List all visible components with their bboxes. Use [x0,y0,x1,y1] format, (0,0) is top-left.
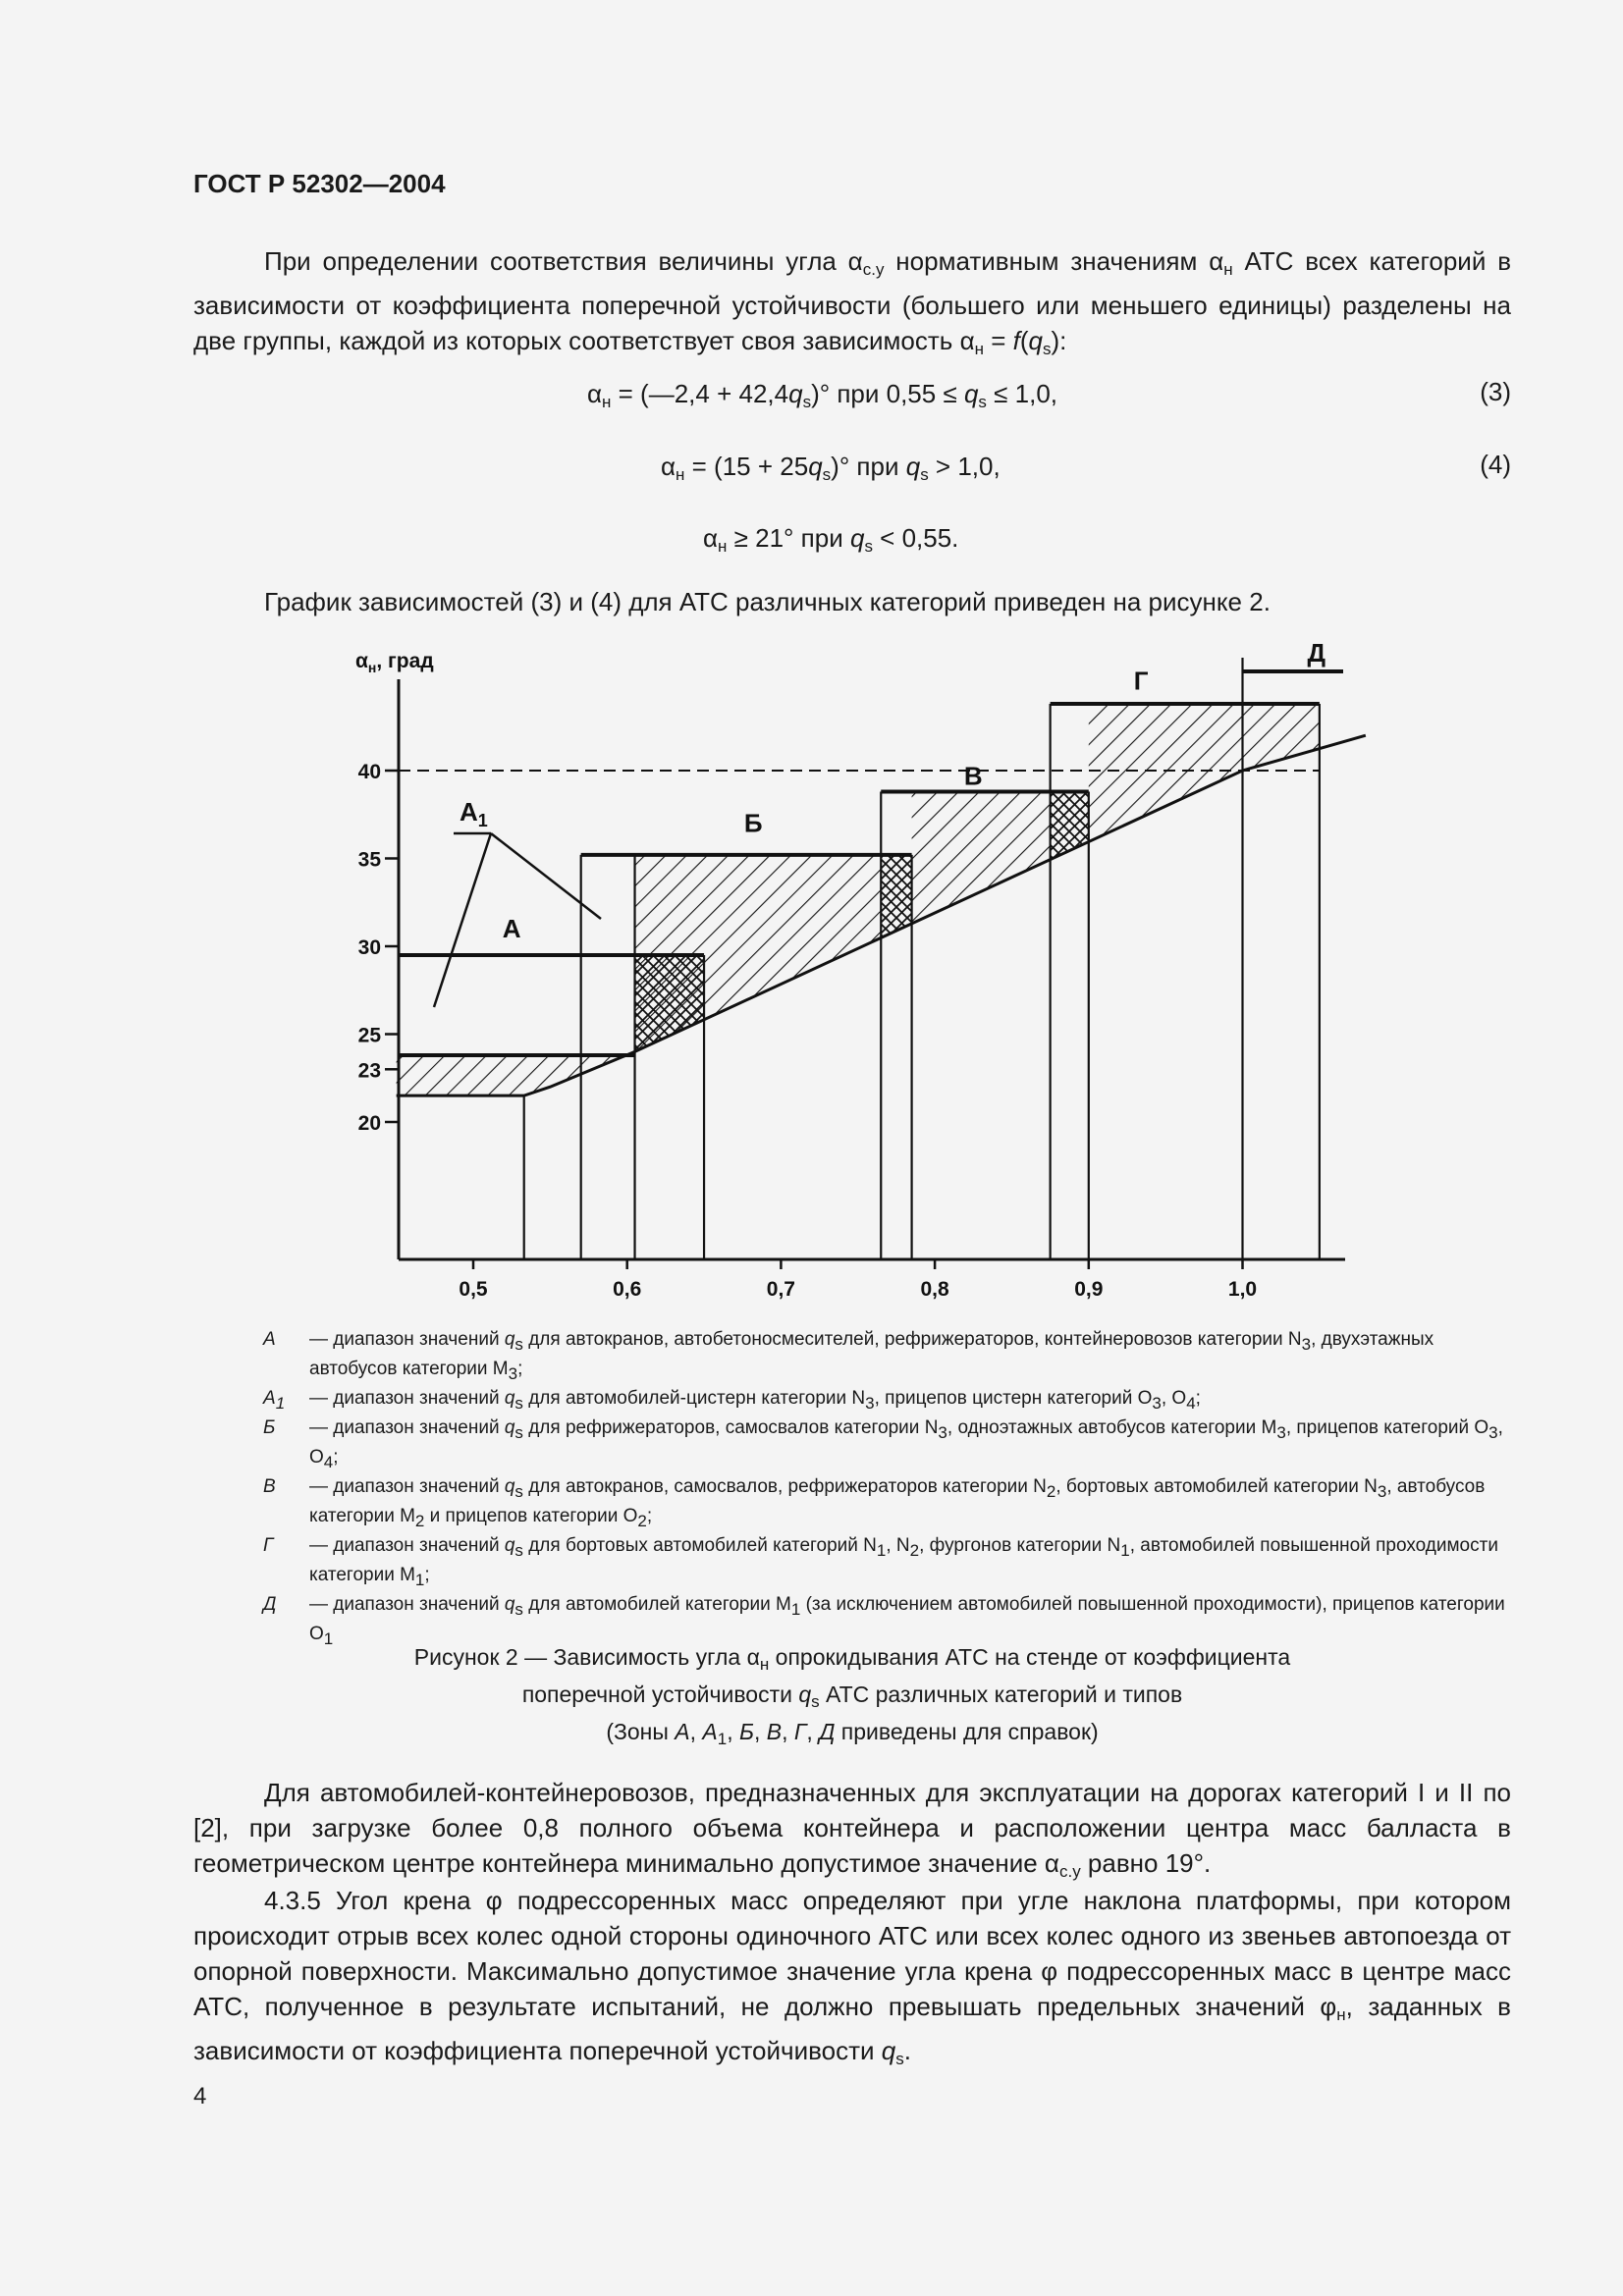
zone-label-a1: $А_1$ [460,797,488,830]
section-4-3-5-paragraph: 4.3.5 Угол крена φ подрессоренных масс определяют при угле наклона платформы, при котором происходит отрыв всех колес одной стороны одиночного АТС или всех колес одного из звеньев автопоезда от опорной поверхности. Максимально допустимое значение угла крена φ подрессоренных масс в центре масс АТС, полученное в результате испытаний, не должно превышать предельных значений $\varphi_н$, заданных в зависимости от коэффициента поперечной устойчивости $q_s$. [193,1886,1511,2068]
zone-v-area [912,791,1051,923]
x-tick-label: 0,5 [459,1278,488,1301]
legend-text: — диапазон значений $q_s$ для автокранов, самосвалов, рефрижераторов категории $N_2$, бортовых автомобилей категории $N_3$, автобусов категории $M_2$ и прицепов категории $O_2$; [309,1476,1486,1530]
y-tick-label: 40 [357,761,381,783]
caption-line-2: поперечной устойчивости $q_s$ АТС различных категорий и типов [521,1682,1183,1711]
legend-text: — диапазон значений $q_s$ для автокранов, автобетоносмесителей, рефрижераторов, контейнеровозов категории $N_3$, двухэтажных автобусов категории $M_3$; [309,1329,1434,1383]
figure-legend [263,1327,1512,1651]
x-tick-label: 0,8 [920,1278,949,1301]
legend-text: — диапазон значений $q_s$ для автомобилей-цистерн категории $N_3$, прицепов цистерн категорий $O_3$, $O_4$; [309,1388,1201,1413]
formula-3: $\alpha_н$ = (—2,4 + $42,4q_s)^\circ$ при $0,55 \le q_s \le 1,0$, [587,379,1058,411]
formula-4: $\alpha_н = (15 + 25q_s)^\circ$ при $q_s > 1,0$, [661,452,1001,484]
zone-label-g: Г [1133,666,1149,696]
legend-key: А [263,1329,276,1350]
zone-a1-leader-arrow [434,833,491,1007]
x-tick-label: 1,0 [1227,1278,1258,1301]
x-tick-label: 0,7 [766,1278,796,1301]
legend-item [263,1327,1512,1386]
y-tick-label: 30 [357,936,381,959]
page-number: 4 [193,2083,207,2109]
standard-header: ГОСТ Р 52302—2004 [193,169,446,198]
caption-line-3: (Зоны А, $А_1$, Б, В, Г, Д приведены для справок) [606,1719,1099,1748]
zone-label-d: Д [1307,638,1325,667]
legend-text: — диапазон значений $q_s$ для автомобилей категории $M_1$ (за исключением автомобилей повышенной проходимости), прицепов категории $O_1$ [309,1594,1505,1648]
plot-intro-text: График зависимостей (3) и (4) для АТС различных категорий приведен на рисунке 2. [264,587,1271,616]
legend-key: $А_1$ [263,1388,286,1413]
zone-a1-area [397,1051,635,1095]
legend-key: В [263,1476,276,1497]
zone-label-a: А [502,914,521,944]
legend-key: Б [263,1417,276,1438]
x-tick-label: 0,6 [613,1278,642,1301]
y-axis-label: $\alpha_н$, град [355,650,434,675]
formula-3-number: (3) [1480,377,1511,406]
legend-text: — диапазон значений $q_s$ для бортовых автомобилей категорий $N_1$, $N_2$, фургонов категории $N_1$, автомобилей повышенной проходимости категории $M_1$; [309,1535,1498,1589]
legend-item [263,1474,1512,1533]
containers-paragraph: Для автомобилей-контейнеровозов, предназначенных для эксплуатации на дорогах категорий I и II по [2], при загрузке более 0,8 полного объема контейнера и расположении центра масс балласта в геометрическом центре контейнера минимально допустимое значение $\alpha_{с.у}$ равно 19°. [193,1778,1511,1881]
legend-item [263,1533,1512,1592]
zone-a1-leader-arrow [491,833,601,919]
legend-key: Г [263,1535,274,1556]
legend-item [263,1415,1512,1474]
legend-item [263,1386,1512,1415]
zone-label-b: Б [743,808,763,838]
y-tick-label: 35 [357,848,381,872]
formula-5: $\alpha_н \ge 21^\circ$ при $q_s < 0,55$. [703,523,959,556]
y-tick-label: 20 [357,1112,381,1135]
legend-key: Д [263,1594,277,1615]
figure-caption [193,1642,1511,1754]
intro-paragraph: При определении соответствия величины угла $\alpha_{с.у}$ нормативным значениям $\alpha_н$ АТС всех категорий в зависимости от коэффициента поперечной устойчивости (большего или меньшего единицы) разделены на две группы, каждой из которых соответствует своя зависимость $\alpha_н = f(q_s)$: [193,246,1512,358]
x-tick-label: 0,9 [1074,1278,1104,1301]
caption-line-1: Рисунок 2 — Зависимость угла $\alpha_н$ опрокидывания АТС на стенде от коэффициента [413,1644,1291,1674]
y-tick-label: 23 [357,1059,381,1083]
formula-4-number: (4) [1480,450,1511,479]
zone-label-v: В [963,761,983,791]
y-tick-label: 25 [357,1024,381,1047]
legend-text: — диапазон значений $q_s$ для рефрижераторов, самосвалов категории $N_3$, одноэтажных автобусов категории $M_3$, прицепов категорий $O_3$, $O_4$; [309,1417,1503,1471]
zone-g-area [1089,704,1320,842]
